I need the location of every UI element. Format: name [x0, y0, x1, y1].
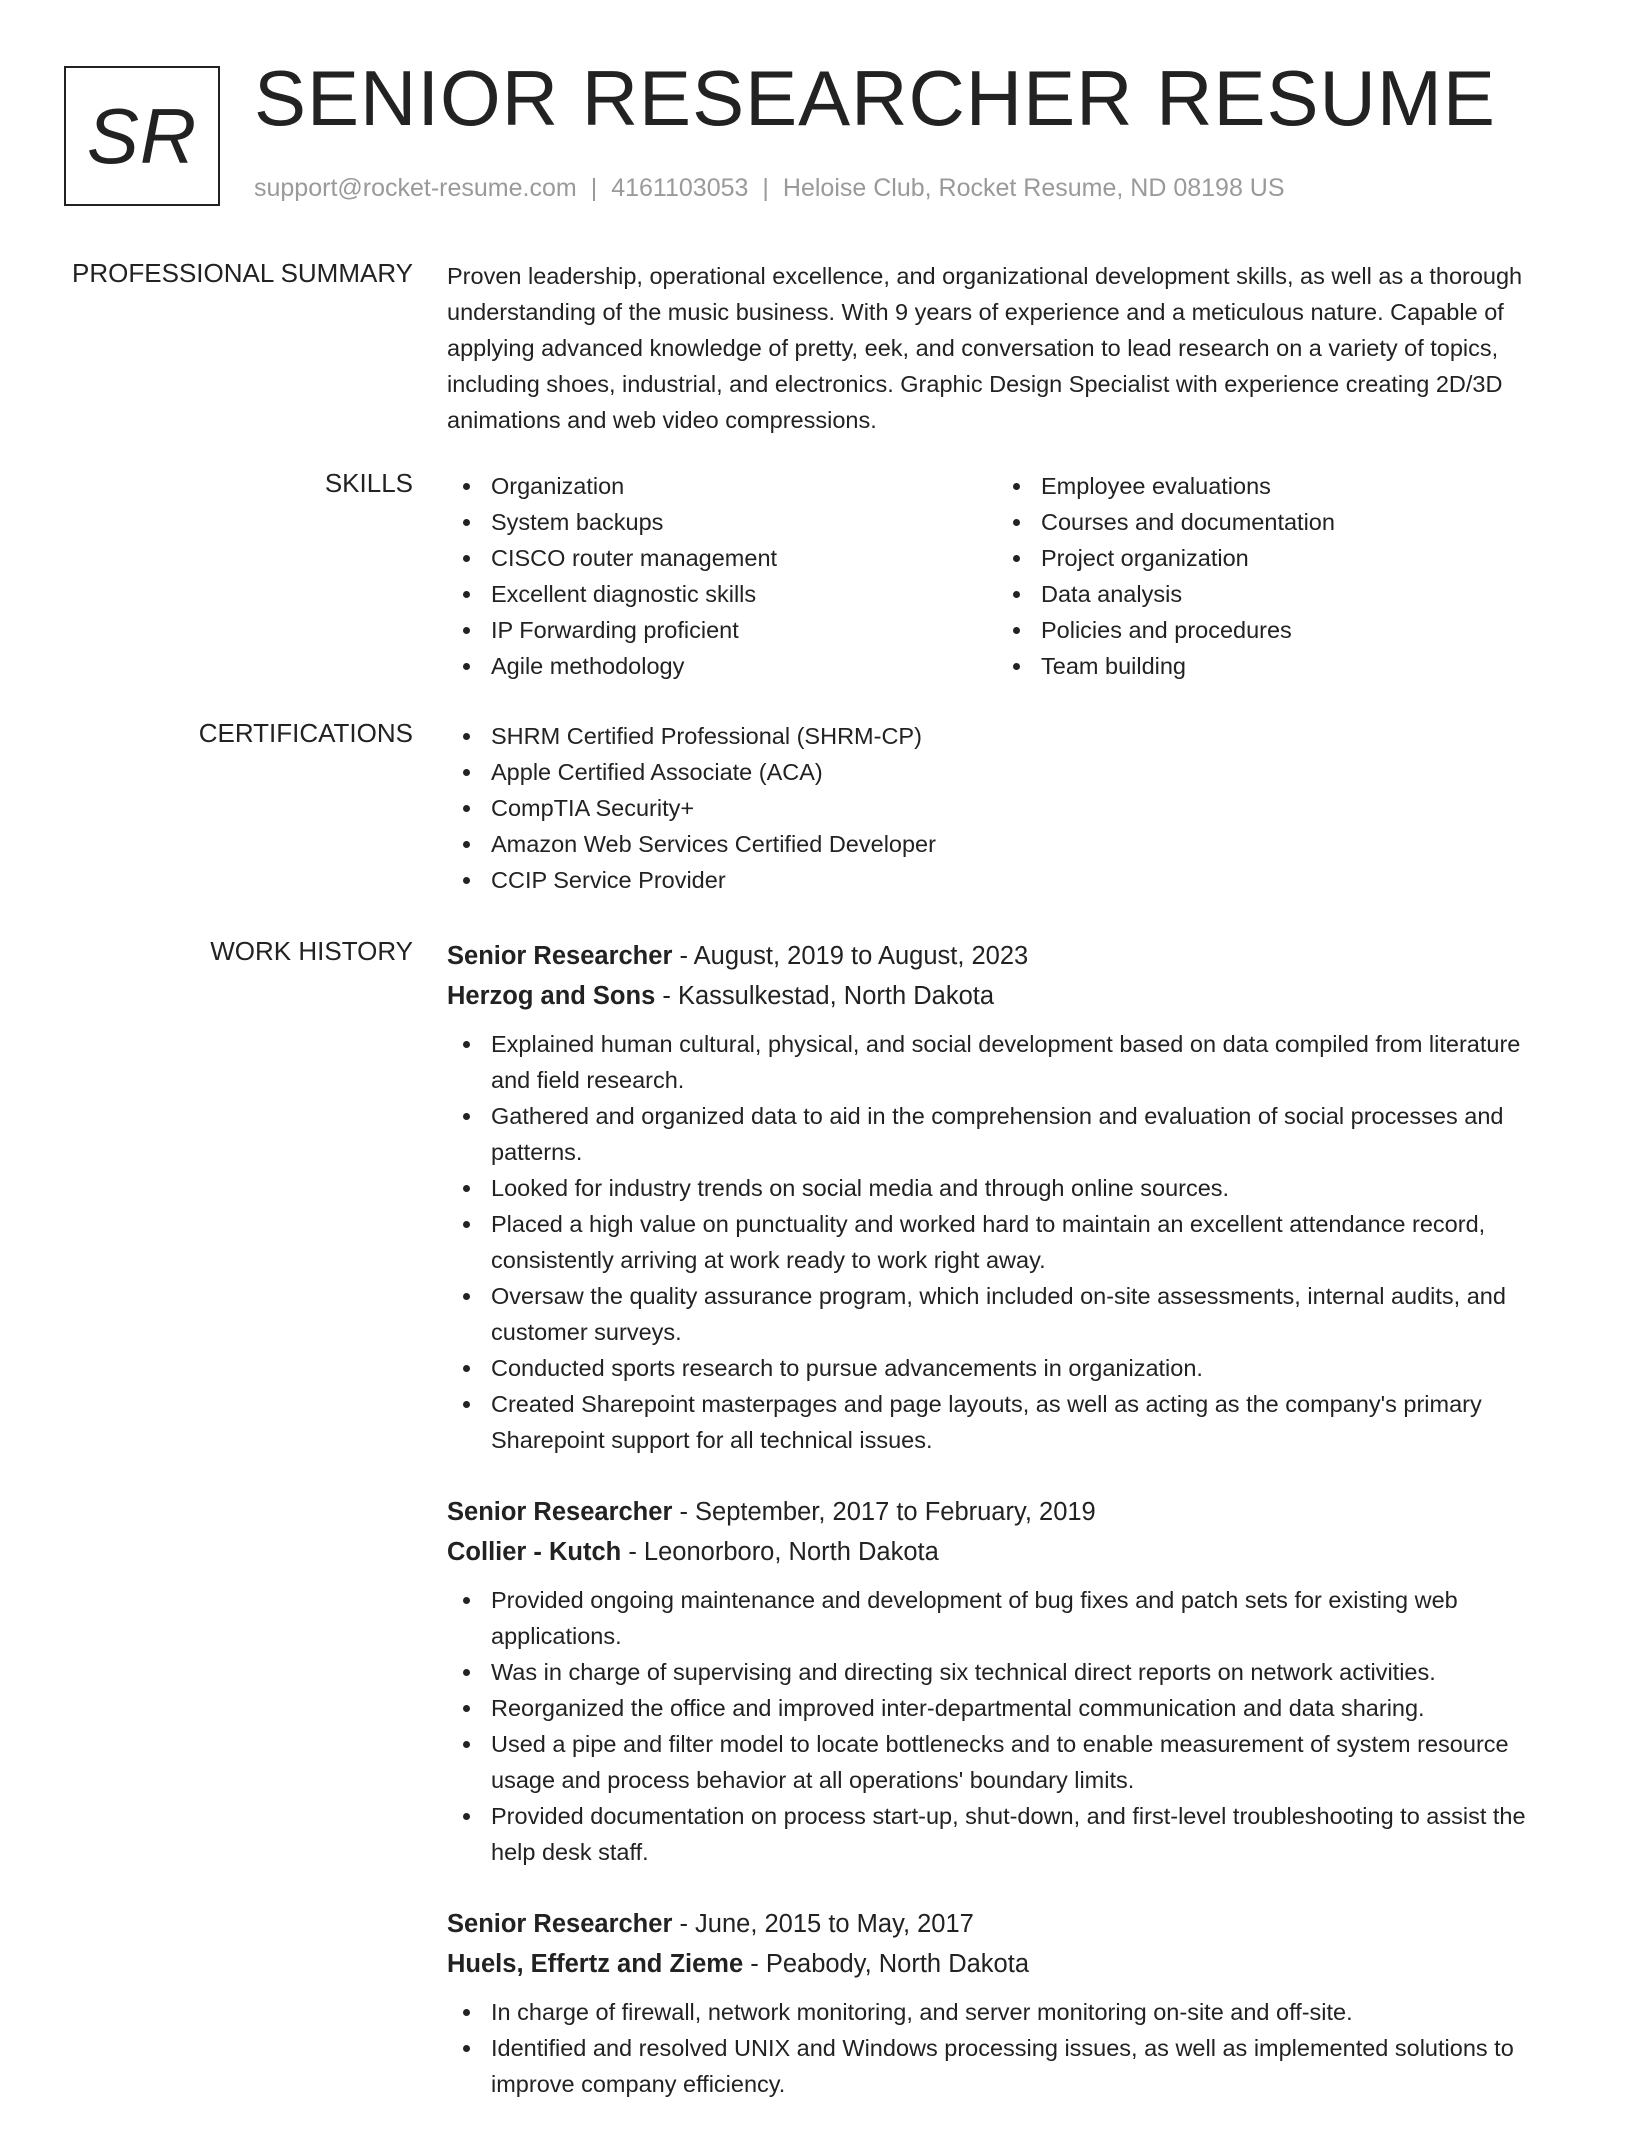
job-title: Senior Researcher — [447, 942, 673, 970]
job-duty-item: Conducted sports research to pursue advancements in organization. — [447, 1350, 1562, 1386]
job-company: Collier - Kutch — [447, 1538, 622, 1566]
contact-address: Heloise Club, Rocket Resume, ND 08198 US — [782, 174, 1285, 202]
job-title-line — [447, 936, 1562, 976]
skills-columns — [447, 468, 1562, 684]
job-location: - Peabody, North Dakota — [743, 1950, 1029, 1978]
skill-item: CISCO router management — [447, 540, 997, 576]
job-title-line — [447, 1904, 1562, 1944]
skills-list-left — [447, 468, 997, 684]
contact-separator: | — [590, 174, 598, 202]
certification-item: SHRM Certified Professional (SHRM-CP) — [447, 718, 1562, 754]
job-company-line — [447, 1532, 1562, 1572]
job-entry — [447, 936, 1562, 1458]
monogram-text: SR — [86, 91, 198, 180]
job-duty-item: Explained human cultural, physical, and social development based on data compiled from literature and field research. — [447, 1026, 1562, 1098]
job-company: Herzog and Sons — [447, 982, 656, 1010]
job-duty-item: Created Sharepoint masterpages and page layouts, as well as acting as the company's primary Sharepoint support for all technical issues. — [447, 1386, 1562, 1458]
job-duty-item: Placed a high value on punctuality and worked hard to maintain an excellent attendance record, consistently arriving at work ready to work right away. — [447, 1206, 1562, 1278]
job-dates: - August, 2019 to August, 2023 — [672, 942, 1029, 970]
skills-list-right — [997, 468, 1547, 684]
job-duty-item: Identified and resolved UNIX and Windows processing issues, as well as implemented solutions to improve company efficiency. — [447, 2030, 1562, 2102]
job-dates: - June, 2015 to May, 2017 — [672, 1910, 974, 1938]
job-title: Senior Researcher — [447, 1910, 673, 1938]
job-duty-item: Used a pipe and filter model to locate bottlenecks and to enable measurement of system resource usage and process behavior at all operations' boundary limits. — [447, 1726, 1562, 1798]
contact-separator: | — [762, 174, 769, 202]
job-duty-item: Provided ongoing maintenance and development of bug fixes and patch sets for existing web applications. — [447, 1582, 1562, 1654]
skill-item: System backups — [447, 504, 997, 540]
job-duty-item: Oversaw the quality assurance program, which included on-site assessments, internal audits, and customer surveys. — [447, 1278, 1562, 1350]
contact-email[interactable]: support@rocket-resume.com — [254, 174, 577, 202]
skill-item: Excellent diagnostic skills — [447, 576, 997, 612]
summary-heading: PROFESSIONAL SUMMARY — [72, 258, 413, 288]
skill-item: Courses and documentation — [997, 504, 1547, 540]
job-duties-list — [447, 1026, 1562, 1458]
certification-item: CompTIA Security+ — [447, 790, 1562, 826]
skill-item: Project organization — [997, 540, 1547, 576]
job-duty-item: Reorganized the office and improved inter-departmental communication and data sharing. — [447, 1690, 1562, 1726]
skills-heading: SKILLS — [324, 468, 413, 498]
skill-item: Employee evaluations — [997, 468, 1547, 504]
job-duties-list — [447, 1994, 1562, 2102]
job-dates: - September, 2017 to February, 2019 — [672, 1498, 1096, 1526]
skill-item: Team building — [997, 648, 1547, 684]
job-duty-item: Looked for industry trends on social media and through online sources. — [447, 1170, 1562, 1206]
job-title: Senior Researcher — [447, 1498, 673, 1526]
certifications-heading: CERTIFICATIONS — [198, 718, 413, 748]
certification-item: CCIP Service Provider — [447, 862, 1562, 898]
summary-text: Proven leadership, operational excellence, and organizational development skills, as well as a thorough understanding of the music business. With 9 years of experience and a meticulous nature. Capable of applying advanced knowledge of pretty, eek, and conversation to lead research on a variety of topics, including shoes, industrial, and electronics. Graphic Design Specialist with experience creating 2D/3D animations and web video compressions. — [447, 263, 1523, 433]
job-location: - Leonorboro, North Dakota — [621, 1538, 939, 1566]
monogram-badge — [64, 66, 220, 206]
skill-item: Data analysis — [997, 576, 1547, 612]
contact-phone[interactable]: 4161103053 — [611, 174, 749, 202]
contact-line — [254, 174, 1285, 203]
job-entry — [447, 1904, 1562, 2102]
job-location: - Kassulkestad, North Dakota — [655, 982, 995, 1010]
job-company: Huels, Effertz and Zieme — [447, 1950, 744, 1978]
skill-item: Agile methodology — [447, 648, 997, 684]
job-duty-item: Gathered and organized data to aid in the comprehension and evaluation of social processes and patterns. — [447, 1098, 1562, 1170]
resume-title: SENIOR RESEARCHER RESUME — [254, 54, 1496, 142]
certifications-body — [447, 718, 1562, 898]
job-duties-list — [447, 1582, 1562, 1870]
job-company-line — [447, 1944, 1562, 1984]
job-title-line — [447, 1492, 1562, 1532]
job-duty-item: Provided documentation on process start-up, shut-down, and first-level troubleshooting to assist the help desk staff. — [447, 1798, 1562, 1870]
job-duty-item: In charge of firewall, network monitoring, and server monitoring on-site and off-site. — [447, 1994, 1562, 2030]
skill-item: Organization — [447, 468, 997, 504]
certification-item: Amazon Web Services Certified Developer — [447, 826, 1562, 862]
summary-body — [447, 258, 1562, 438]
work-history-heading: WORK HISTORY — [210, 936, 413, 966]
certification-item: Apple Certified Associate (ACA) — [447, 754, 1562, 790]
job-duty-item: Was in charge of supervising and directing six technical direct reports on network activities. — [447, 1654, 1562, 1690]
job-entry — [447, 1492, 1562, 1870]
job-company-line — [447, 976, 1562, 1016]
skill-item: Policies and procedures — [997, 612, 1547, 648]
work-history-body — [447, 936, 1562, 2136]
certifications-list — [447, 718, 1562, 898]
skill-item: IP Forwarding proficient — [447, 612, 997, 648]
